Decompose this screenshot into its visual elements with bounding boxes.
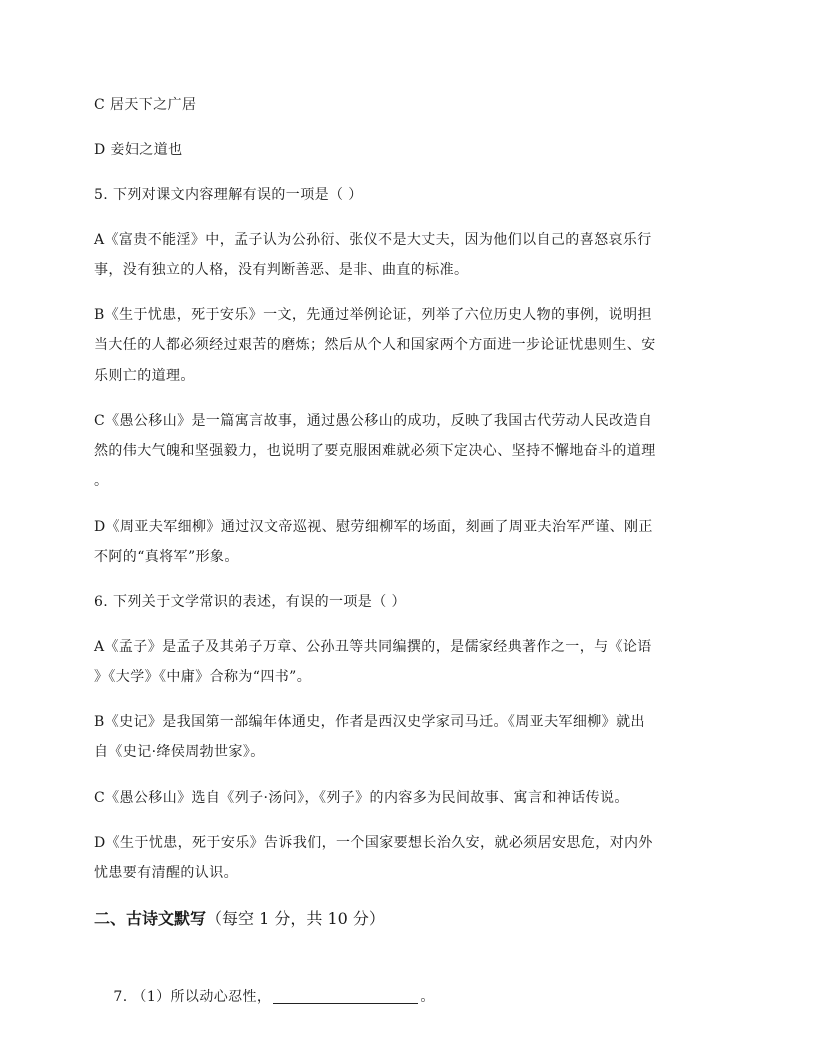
q6-option-c-line1: C《愚公移山》选自《列子·汤问》，《列子》的内容多为民间故事、寓言和神话传说。 (94, 790, 629, 806)
q7-line (94, 952, 724, 1042)
q5-option-b-line3: 乐则亡的道理。 (94, 368, 195, 384)
q7-suffix: 。 (420, 989, 435, 1005)
q5-option-d-line2: 不阿的“真将军”形象。 (94, 549, 239, 565)
q5-option-a-line1: A《富贵不能淫》中，孟子认为公孙衍、张仪不是大丈夫，因为他们以自己的喜怒哀乐行 (94, 232, 652, 248)
q6-option-b-line2: 自《史记·绛侯周勃世家》。 (94, 744, 265, 760)
q5-option-b-line1: B《生于忧患，死于安乐》一文，先通过举例论证，列举了六位历史人物的事例，说明担 (94, 307, 652, 323)
q4-option-d: D 妾妇之道也 (94, 142, 183, 158)
q5-option-a-line2: 事，没有独立的人格，没有判断善恶、是非、曲直的标准。 (94, 262, 469, 278)
q7-prefix: 7. （1）所以动心忍性， (113, 989, 272, 1005)
q6-option-a-line1: A《孟子》是孟子及其弟子万章、公孙丑等共同编撰的，是儒家经典著作之一，与《论语 (94, 639, 652, 655)
section-points: （每空 1 分，共 10 分） (206, 909, 385, 928)
q6-option-d-line1: D《生于忧患，死于安乐》告诉我们，一个国家要想长治久安，就必须居安思危，对内外 (94, 835, 653, 851)
answer-blank[interactable] (273, 985, 418, 1004)
q5-stem: 5. 下列对课文内容理解有误的一项是（ ） (94, 187, 363, 203)
q5-option-b-line2: 当大任的人都必须经过艰苦的磨炼；然后从个人和国家两个方面进一步论证忧患则生、安 (94, 337, 656, 353)
q6-option-d-line2: 忧患要有清醒的认识。 (94, 865, 238, 881)
q6-option-b-line1: B《史记》是我国第一部编年体通史，作者是西汉史学家司马迁。《周亚夫军细柳》就出 (94, 714, 645, 730)
q5-option-c-line1: C《愚公移山》是一篇寓言故事，通过愚公移山的成功，反映了我国古代劳动人民改造自 (94, 413, 653, 429)
q6-stem: 6. 下列关于文学常识的表述，有误的一项是（ ） (94, 594, 406, 610)
q5-option-d-line1: D《周亚夫军细柳》通过汉文帝巡视、慰劳细柳军的场面，刻画了周亚夫治军严谨、刚正 (94, 519, 653, 535)
section-heading (94, 904, 724, 934)
section-title: 二、古诗文默写 (94, 909, 207, 928)
q5-option-c-line2: 然的伟大气魄和坚强毅力，也说明了要克服困难就必须下定决心、坚持不懈地奋斗的道理 (94, 443, 656, 459)
q5-option-c-line3: 。 (94, 473, 109, 489)
q4-option-c: C 居天下之广居 (94, 97, 197, 113)
q6-option-a-line2: 》《大学》《中庸》合称为“四书”。 (94, 669, 312, 685)
